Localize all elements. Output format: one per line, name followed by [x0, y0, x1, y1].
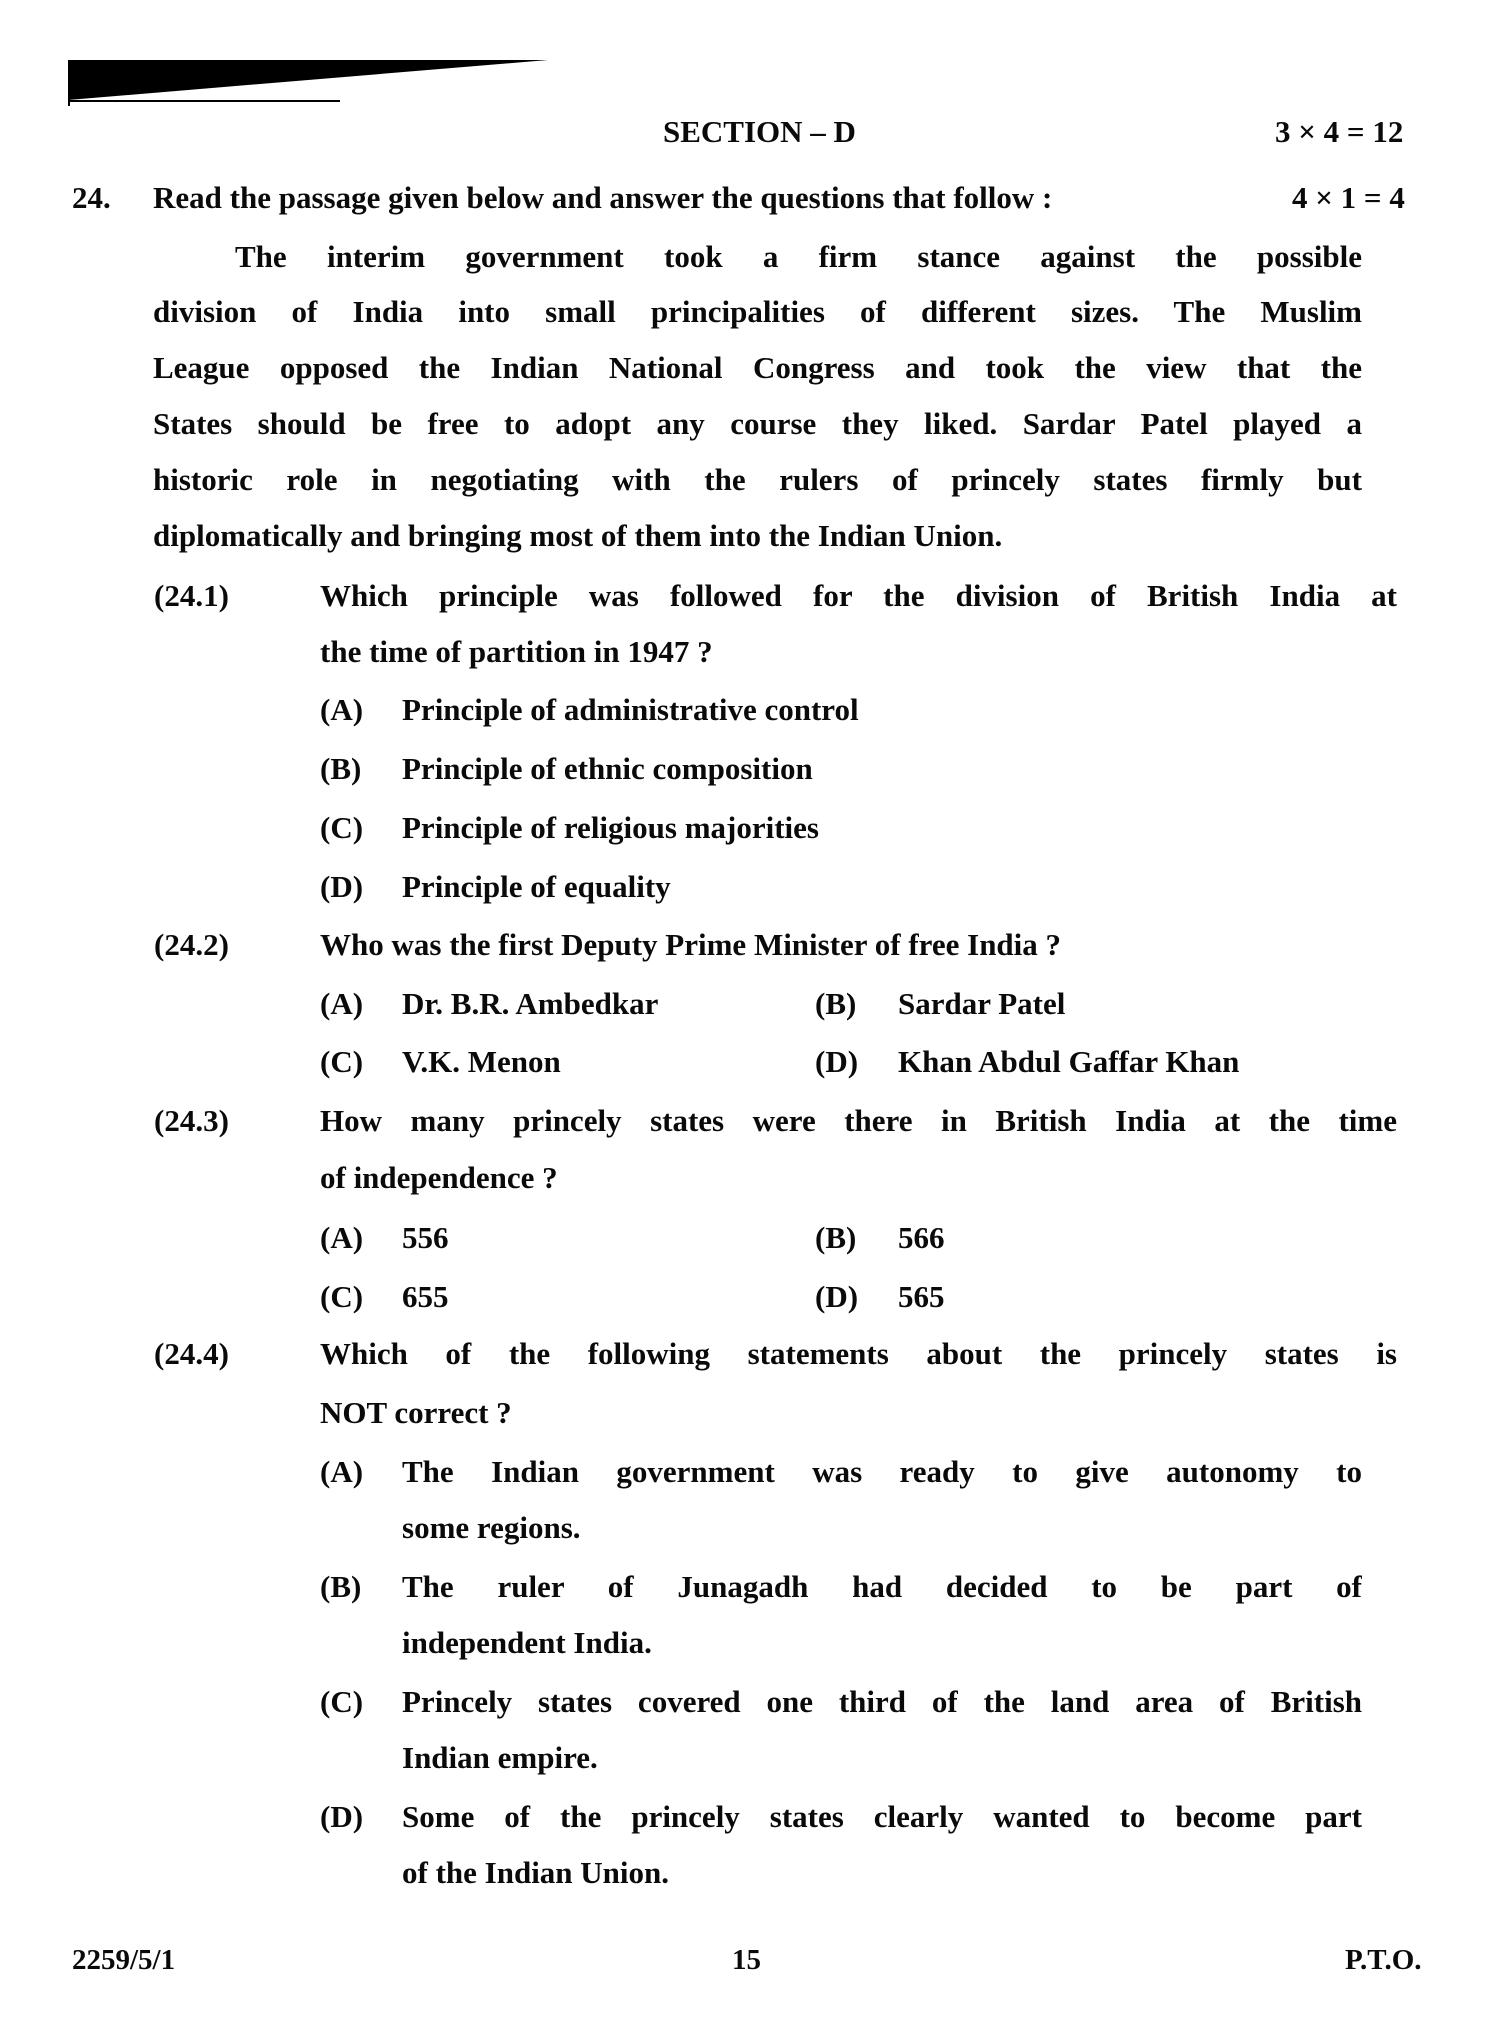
option-label: (A): [320, 986, 364, 1021]
option-text: Principle of equality: [402, 869, 671, 904]
question-marks: 4 × 1 = 4: [1292, 180, 1405, 215]
option-label: (D): [815, 1279, 859, 1314]
option-text: The ruler of Junagadh had decided to be part of: [402, 1569, 1362, 1604]
passage-line: historic role in negotiating with the rulers of princely states firmly but: [153, 462, 1362, 497]
option-text: The Indian government was ready to give autonomy to: [402, 1454, 1362, 1489]
question-number: 24.: [72, 180, 111, 215]
sub-question-text: of independence ?: [320, 1160, 558, 1195]
sub-question-text: Which of the following statements about the princely states is: [320, 1336, 1397, 1371]
sub-question-text: the time of partition in 1947 ?: [320, 634, 713, 669]
passage-line: The interim government took a firm stance against the possible: [235, 239, 1362, 274]
passage-line: League opposed the Indian National Congress and took the view that the: [153, 350, 1362, 385]
question-instruction: Read the passage given below and answer the questions that follow :: [153, 180, 1053, 215]
option-label: (A): [320, 1454, 364, 1489]
option-text: Principle of ethnic composition: [402, 751, 813, 786]
option-label: (C): [320, 1044, 364, 1079]
option-text: Principle of administrative control: [402, 692, 859, 727]
decorative-black-bar: [68, 60, 548, 100]
option-label: (B): [815, 1220, 857, 1255]
section-title: SECTION – D: [663, 114, 856, 149]
sub-question-number: (24.4): [154, 1336, 229, 1371]
section-marks: 3 × 4 = 12: [1275, 114, 1404, 149]
option-text: some regions.: [402, 1510, 581, 1545]
option-text: 556: [402, 1220, 449, 1255]
sub-question-text: NOT correct ?: [320, 1395, 512, 1430]
paper-code: 2259/5/1: [72, 1944, 176, 1976]
sub-question-text: Which principle was followed for the division of British India at: [320, 578, 1397, 613]
sub-question-number: (24.3): [154, 1103, 229, 1138]
option-label: (D): [320, 1799, 364, 1834]
passage-line: division of India into small principalities of different sizes. The Muslim: [153, 294, 1362, 329]
page-number: 15: [732, 1944, 761, 1976]
option-label: (C): [320, 810, 364, 845]
option-label: (A): [320, 1220, 364, 1255]
option-text: of the Indian Union.: [402, 1855, 670, 1890]
sub-question-text: Who was the first Deputy Prime Minister of free India ?: [320, 927, 1062, 962]
pto-label: P.T.O.: [1345, 1944, 1422, 1976]
option-text: 566: [898, 1220, 945, 1255]
option-label: (A): [320, 692, 364, 727]
option-label: (C): [320, 1684, 364, 1719]
sub-question-text: How many princely states were there in British India at the time: [320, 1103, 1397, 1138]
option-text: Principle of religious majorities: [402, 810, 819, 845]
option-label: (D): [320, 869, 364, 904]
option-text: V.K. Menon: [402, 1044, 561, 1079]
sub-question-number: (24.1): [154, 578, 229, 613]
option-label: (B): [815, 986, 857, 1021]
option-text: Dr. B.R. Ambedkar: [402, 986, 659, 1021]
option-label: (B): [320, 1569, 362, 1604]
option-text: Some of the princely states clearly wanted to become part: [402, 1799, 1362, 1834]
passage-line: diplomatically and bringing most of them into the Indian Union.: [153, 518, 1003, 553]
option-label: (D): [815, 1044, 859, 1079]
option-text: Princely states covered one third of the land area of British: [402, 1684, 1362, 1719]
sub-question-number: (24.2): [154, 927, 229, 962]
option-text: Khan Abdul Gaffar Khan: [898, 1044, 1240, 1079]
decorative-bar-underline: [70, 100, 340, 102]
option-text: independent India.: [402, 1625, 652, 1660]
option-label: (B): [320, 751, 362, 786]
option-label: (C): [320, 1279, 364, 1314]
option-text: Sardar Patel: [898, 986, 1066, 1021]
option-text: 655: [402, 1279, 449, 1314]
option-text: Indian empire.: [402, 1740, 598, 1775]
option-text: 565: [898, 1279, 945, 1314]
passage-line: States should be free to adopt any course they liked. Sardar Patel played a: [153, 406, 1362, 441]
